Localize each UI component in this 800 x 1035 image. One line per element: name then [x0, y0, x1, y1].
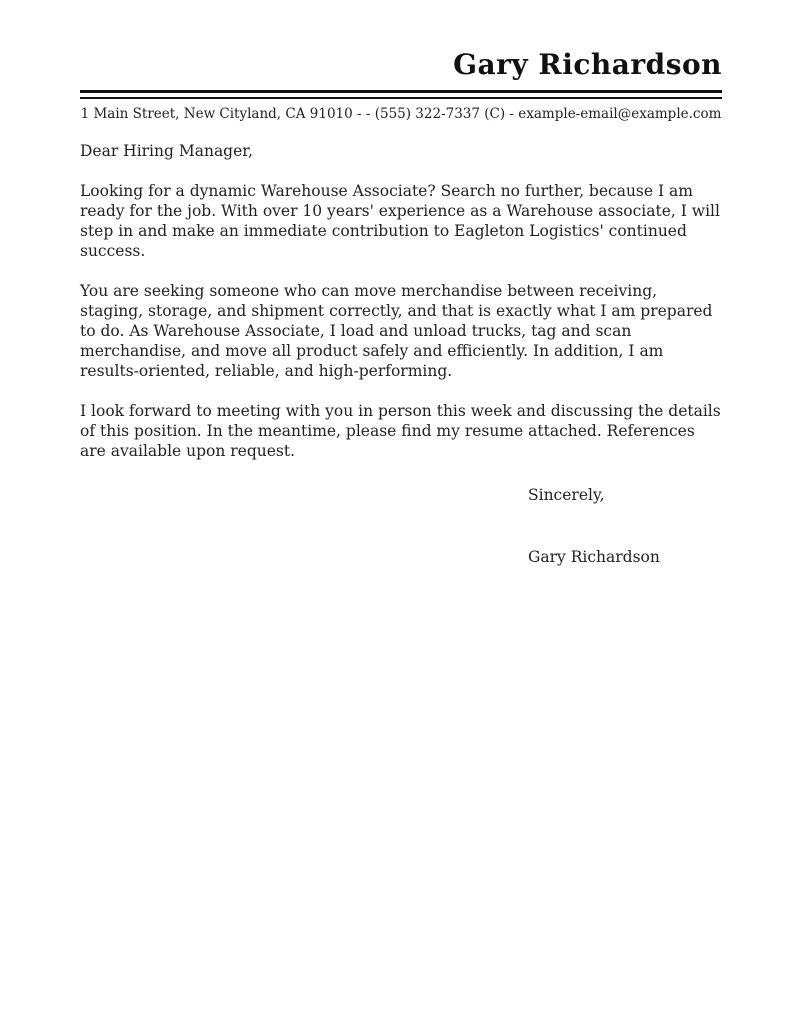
signature-name: Gary Richardson [528, 548, 660, 567]
letter-content [80, 0, 722, 567]
header-divider-rule [80, 90, 722, 99]
closing-phrase: Sincerely, [528, 486, 605, 505]
letter-paragraph-2: You are seeking someone who can move merchandise between receiving, staging, storage, and shipment correctly, and that is exactly what I am prepared to do. As Warehouse Associate, I load and unload trucks, tag and scan merchandise, and move all product safely and efficiently. In addition, I am results-oriented, reliable, and high-performing. [80, 282, 713, 381]
letter-paragraph-1: Looking for a dynamic Warehouse Associate? Search no further, because I am ready for the job. With over 10 years' experience as a Warehouse associate, I will step in and make an immediate contribution to Eagleton Logistics' continued success. [80, 182, 720, 261]
salutation: Dear Hiring Manager, [80, 142, 253, 161]
letter-paragraph-3: I look forward to meeting with you in person this week and discussing the details of this position. In the meantime, please find my resume attached. References are available upon request. [80, 402, 721, 461]
contact-info: 1 Main Street, New Cityland, CA 91010 - - (555) 322-7337 (C) - example-email@example.com [80, 105, 722, 122]
letter-author-name: Gary Richardson [453, 48, 722, 81]
closing-block [528, 485, 722, 567]
